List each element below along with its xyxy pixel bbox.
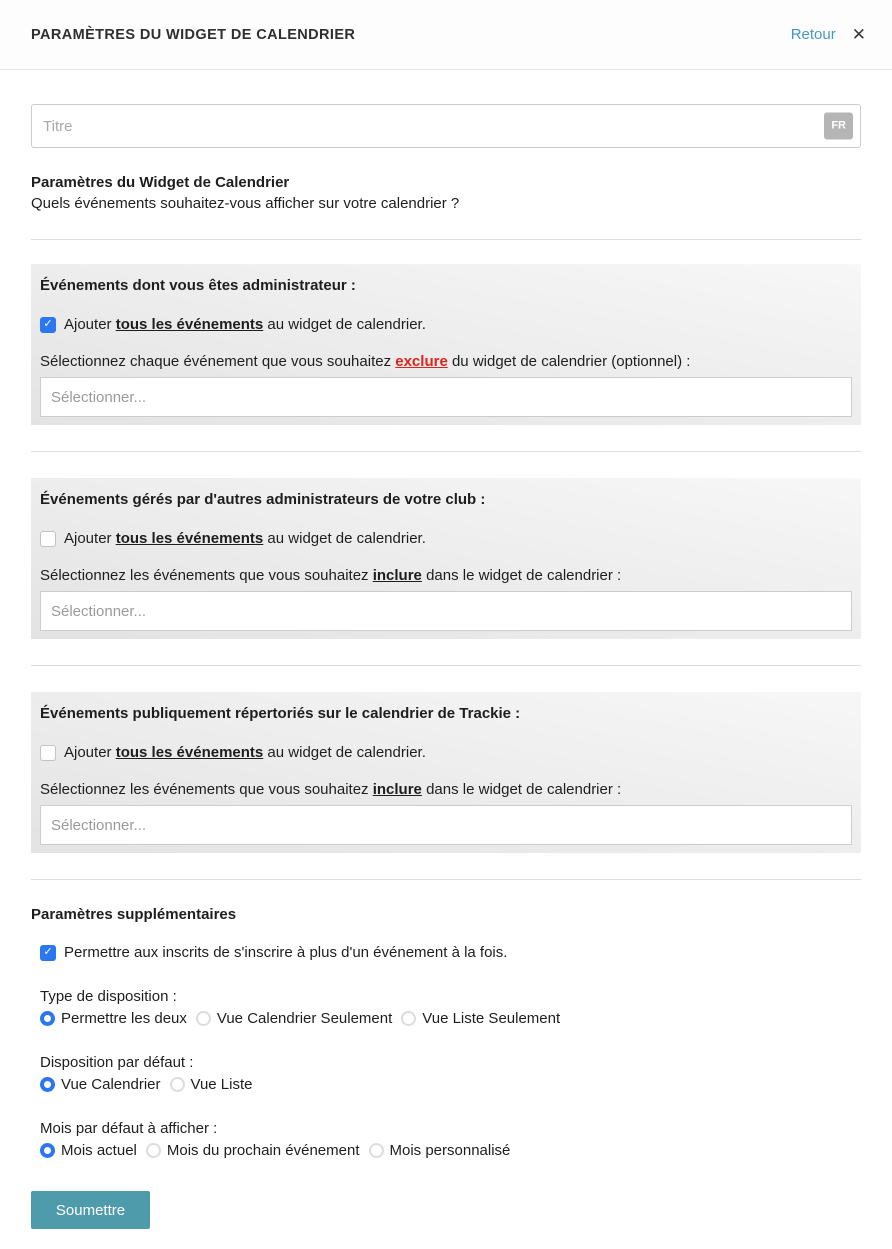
divider	[31, 879, 861, 880]
add-all-events-checkbox-1[interactable]	[40, 531, 56, 547]
radio-2-2[interactable]	[369, 1143, 384, 1158]
divider	[31, 239, 861, 240]
check-icon: ✓	[43, 946, 53, 958]
default-month-group	[40, 1120, 861, 1159]
intro-question: Quels événements souhaitez-vous afficher sur votre calendrier ?	[31, 195, 460, 212]
public-events-section	[31, 692, 861, 853]
emphasis-0: exclure	[395, 353, 448, 370]
radio-option[interactable]: Mois personnalisé	[369, 1142, 511, 1159]
extra-settings-heading: Paramètres supplémentaires	[31, 906, 237, 923]
layout-type-group	[40, 988, 861, 1027]
select-label: Sélectionnez les événements que vous souhaitez inclure dans le widget de calendrier :	[40, 781, 622, 798]
checkbox-label: Ajouter tous les événements au widget de calendrier.	[64, 530, 426, 547]
modal-header	[0, 0, 892, 70]
select-placeholder: Sélectionner...	[51, 388, 147, 406]
check-icon: ✓	[43, 318, 53, 330]
radio-option[interactable]: Vue Calendrier Seulement	[196, 1010, 392, 1027]
emphasis-1: inclure	[372, 567, 422, 584]
default-layout-group	[40, 1054, 861, 1093]
radio-0-0[interactable]	[40, 1011, 55, 1026]
divider	[31, 665, 861, 666]
back-link[interactable]: Retour	[790, 26, 836, 43]
group-label: Type de disposition :	[40, 988, 177, 1005]
radio-option[interactable]: Vue Calendrier	[40, 1076, 161, 1093]
radio-option[interactable]: Vue Liste Seulement	[401, 1010, 560, 1027]
settings-form	[0, 70, 892, 1249]
radio-1-0[interactable]	[40, 1077, 55, 1092]
radio-option[interactable]: Vue Liste	[170, 1076, 253, 1093]
event-select-0[interactable]	[40, 377, 852, 417]
close-icon[interactable]: ✕	[851, 25, 866, 44]
select-label: Sélectionnez les événements que vous souhaitez inclure dans le widget de calendrier :	[40, 567, 622, 584]
title-field-wrap	[31, 104, 861, 148]
event-select-2[interactable]	[40, 805, 852, 845]
radio-1-1[interactable]	[170, 1077, 185, 1092]
checkbox-label: Ajouter tous les événements au widget de calendrier.	[64, 744, 426, 761]
select-placeholder: Sélectionner...	[51, 816, 147, 834]
checkbox-label: Ajouter tous les événements au widget de calendrier.	[64, 316, 426, 333]
select-placeholder: Sélectionner...	[51, 602, 147, 620]
radio-0-1[interactable]	[196, 1011, 211, 1026]
radio-2-0[interactable]	[40, 1143, 55, 1158]
submit-button[interactable]: Soumettre	[31, 1191, 150, 1229]
radio-option[interactable]: Permettre les deux	[40, 1010, 187, 1027]
section-heading: Événements gérés par d'autres administrateurs de votre club :	[40, 491, 486, 508]
radio-option[interactable]: Mois actuel	[40, 1142, 137, 1159]
emphasis-2: inclure	[372, 781, 422, 798]
language-badge: FR	[824, 113, 853, 140]
group-label: Disposition par défaut :	[40, 1054, 194, 1071]
section-heading: Paramètres du Widget de Calendrier	[31, 174, 290, 191]
divider	[31, 451, 861, 452]
other-admin-events-section	[31, 478, 861, 639]
select-label: Sélectionnez chaque événement que vous souhaitez exclure du widget de calendrier (optionnel) :	[40, 353, 691, 370]
allow-multiple-registrations-checkbox[interactable]	[40, 945, 56, 961]
admin-events-section	[31, 264, 861, 425]
radio-option[interactable]: Mois du prochain événement	[146, 1142, 360, 1159]
section-heading: Événements publiquement répertoriés sur le calendrier de Trackie :	[40, 705, 521, 722]
checkbox-label: Permettre aux inscrits de s'inscrire à plus d'un événement à la fois.	[64, 944, 508, 961]
add-all-events-checkbox-2[interactable]	[40, 745, 56, 761]
page-title: PARAMÈTRES DU WIDGET DE CALENDRIER	[31, 26, 356, 43]
section-heading: Événements dont vous êtes administrateur :	[40, 277, 356, 294]
radio-2-1[interactable]	[146, 1143, 161, 1158]
title-input[interactable]	[31, 104, 861, 148]
radio-0-2[interactable]	[401, 1011, 416, 1026]
group-label: Mois par défaut à afficher :	[40, 1120, 218, 1137]
event-select-1[interactable]	[40, 591, 852, 631]
add-all-events-checkbox-0[interactable]	[40, 317, 56, 333]
